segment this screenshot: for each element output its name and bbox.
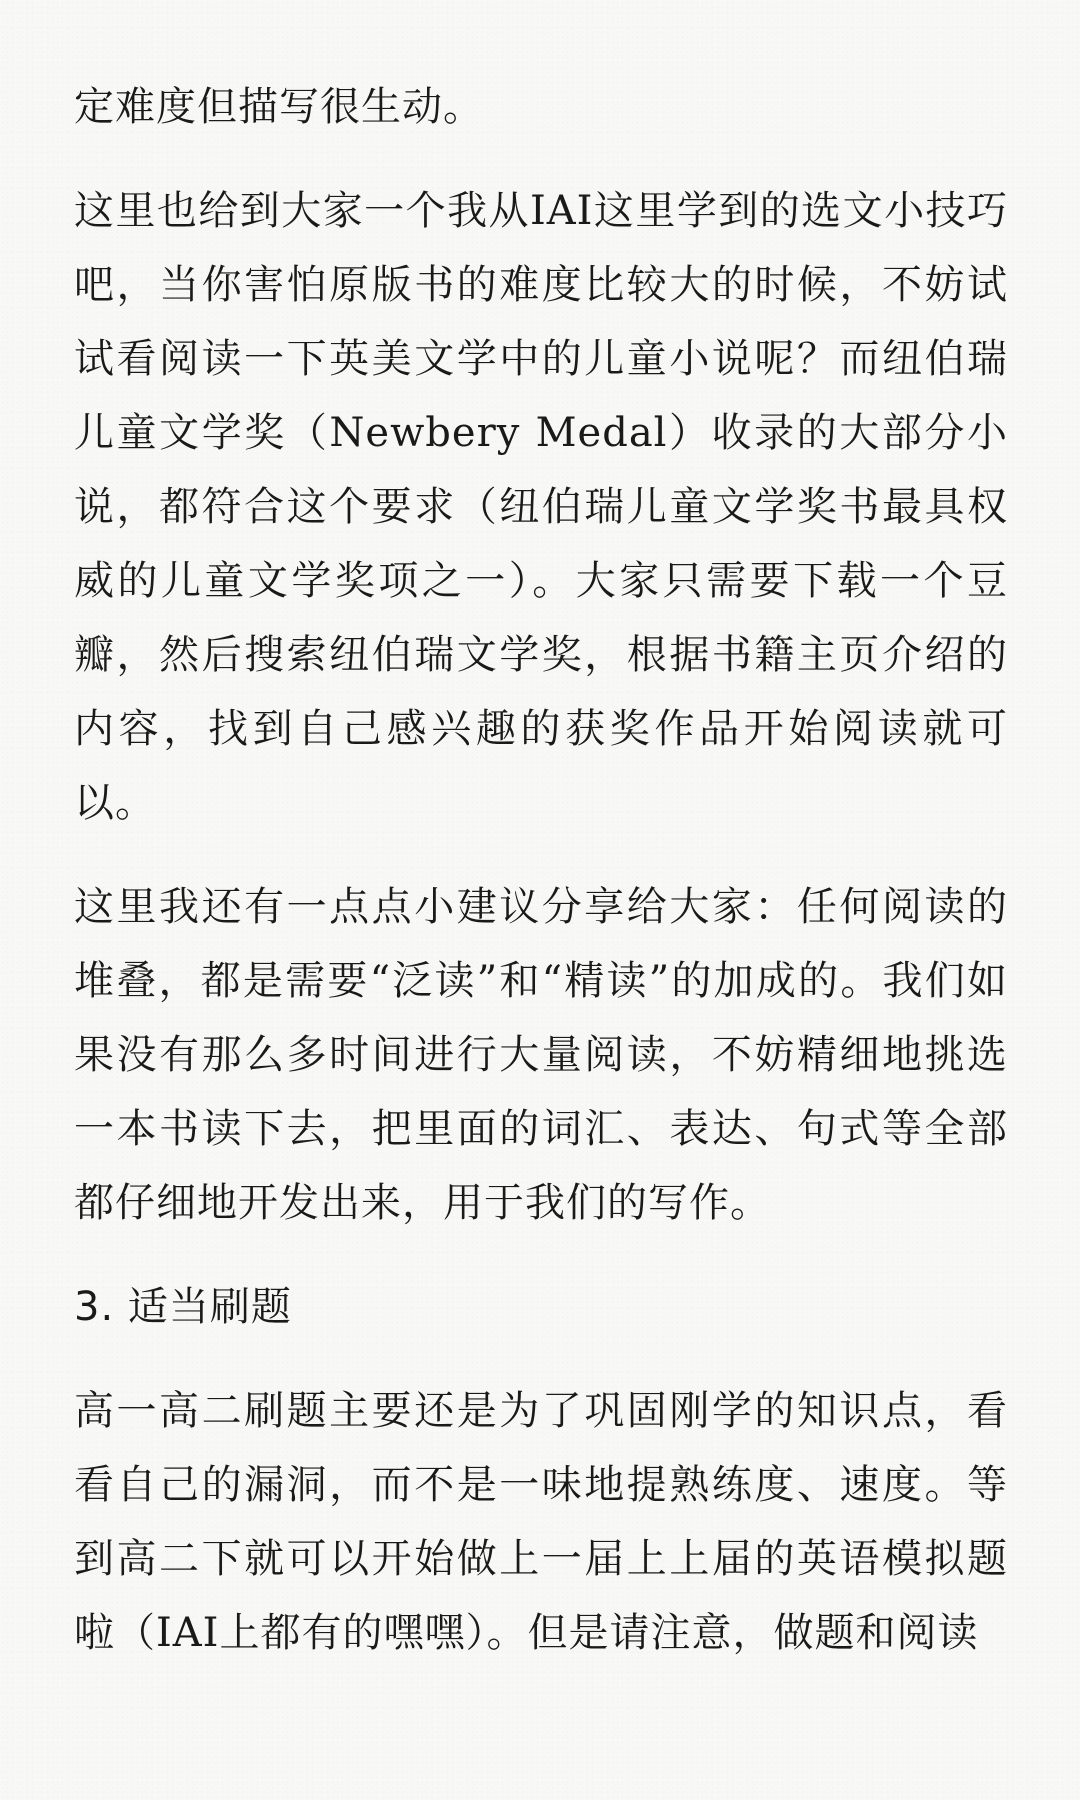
paragraph-gap <box>74 1240 1008 1270</box>
paragraph-2: 这里也给到大家一个我从IAI这里学到的选文小技巧吧，当你害怕原版书的难度比较大的时候，不妨试试看阅读一下英美文学中的儿童小说呢？而纽伯瑞儿童文学奖（Newbery Medal）收录的大部分小说，都符合这个要求（纽伯瑞儿童文学奖书最具权威的儿童文学奖项之一）。大家只需要下载一个豆瓣，然后搜索纽伯瑞文学奖，根据书籍主页介绍的内容，找到自己感兴趣的获奖作品开始阅读就可以。 <box>74 188 1008 826</box>
paragraph-gap <box>74 144 1008 174</box>
section-heading: 3. 适当刷题 <box>74 1284 292 1330</box>
paragraph-1: 定难度但描写很生动。 <box>74 84 484 130</box>
paragraph-4: 高一高二刷题主要还是为了巩固刚学的知识点，看看自己的漏洞，而不是一味地提熟练度、速度。等到高二下就可以开始做上一届上上届的英语模拟题啦（IAI上都有的嘿嘿）。但是请注意，做题和阅读 <box>74 1388 1008 1656</box>
paragraph-3: 这里我还有一点点小建议分享给大家：任何阅读的堆叠，都是需要“泛读”和“精读”的加成的。我们如果没有那么多时间进行大量阅读，不妨精细地挑选一本书读下去，把里面的词汇、表达、句式等全部都仔细地开发出来，用于我们的写作。 <box>74 884 1008 1226</box>
paragraph-gap <box>74 1344 1008 1374</box>
paragraph-gap <box>74 840 1008 870</box>
